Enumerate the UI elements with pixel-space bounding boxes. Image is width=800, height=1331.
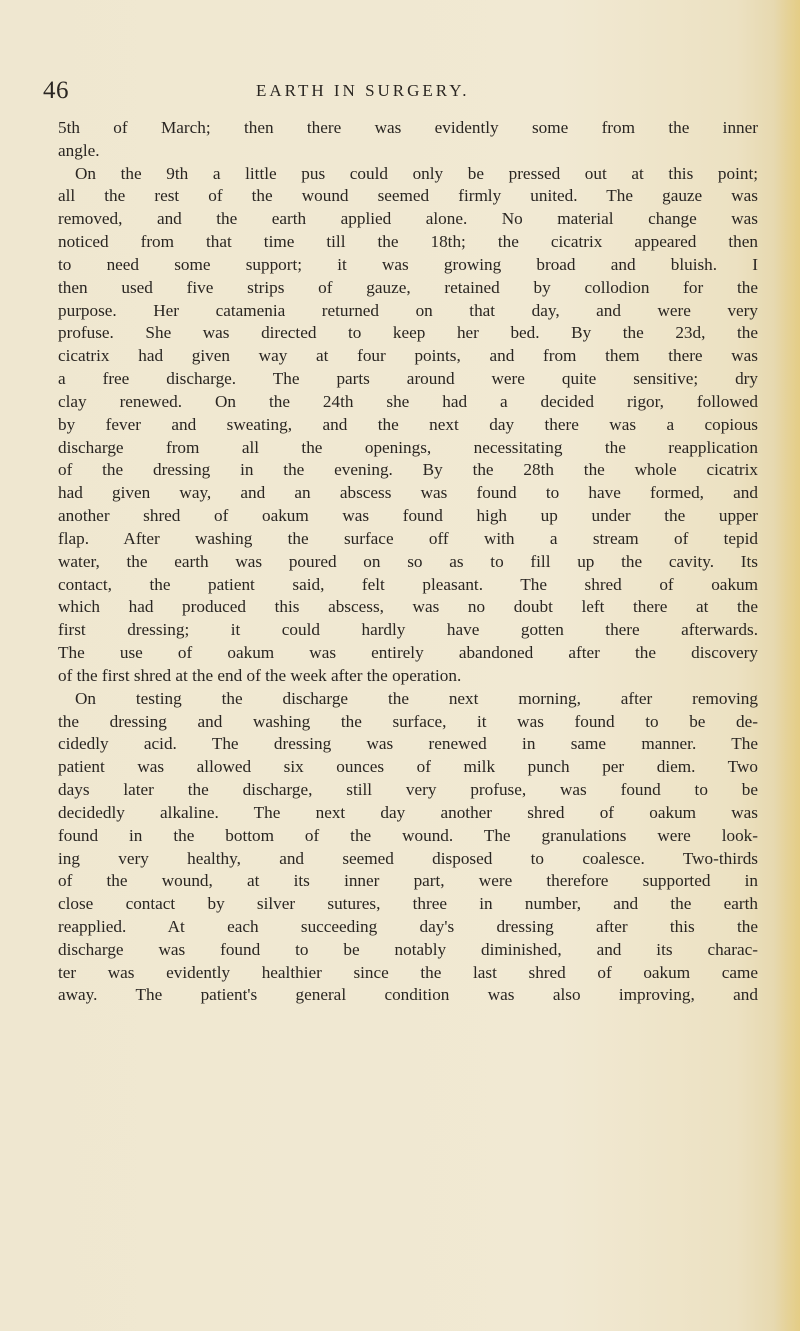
text-line: clay renewed. On the 24th she had a decided rigor, followed: [58, 391, 758, 411]
text-line: of the first shred at the end of the week after the operation.: [58, 665, 462, 685]
text-line: On testing the discharge the next morning, after removing: [75, 688, 758, 708]
running-head: EARTH IN SURGERY.: [256, 81, 470, 100]
text-line: ing very healthy, and seemed disposed to coalesce. Two-thirds: [58, 848, 758, 868]
text-line: contact, the patient said, felt pleasant. The shred of oakum: [58, 574, 758, 594]
text-line: reapplied. At each succeeding day's dressing after this the: [58, 916, 758, 936]
body-text: [58, 117, 758, 1007]
text-line: profuse. She was directed to keep her bed. By the 23d, the: [58, 323, 758, 343]
text-line: had given way, and an abscess was found to have formed, and: [58, 483, 758, 503]
text-line: discharge from all the openings, necessitating the reapplication: [58, 437, 758, 457]
text-line: discharge was found to be notably diminished, and its charac-: [58, 939, 758, 959]
text-line: 5th of March; then there was evidently some from the inner: [58, 118, 758, 137]
page-number: 46: [43, 77, 69, 104]
text-line: cicatrix had given way at four points, and from them there was: [58, 346, 758, 366]
text-line: cidedly acid. The dressing was renewed in same manner. The: [58, 734, 758, 754]
text-line: of the wound, at its inner part, were therefore supported in: [58, 871, 758, 891]
text-line: which had produced this abscess, was no doubt left there at the: [58, 597, 758, 617]
text-line: the dressing and washing the surface, it was found to be de-: [58, 711, 758, 731]
text-line: first dressing; it could hardly have gotten there afterwards.: [58, 620, 758, 640]
text-line: The use of oakum was entirely abandoned after the discovery: [58, 643, 758, 663]
text-line: On the 9th a little pus could only be pressed out at this point;: [75, 163, 758, 183]
text-line: removed, and the earth applied alone. No material change was: [58, 209, 758, 229]
page-edge-tint: [774, 0, 800, 1331]
text-line: angle.: [58, 140, 100, 160]
text-line: patient was allowed six ounces of milk punch per diem. Two: [58, 757, 758, 777]
text-line: close contact by silver sutures, three in number, and the earth: [58, 894, 758, 914]
text-line: water, the earth was poured on so as to fill up the cavity. Its: [58, 551, 758, 571]
text-line: flap. After washing the surface off with a stream of tepid: [58, 528, 758, 548]
text-line: of the dressing in the evening. By the 28th the whole cicatrix: [58, 460, 758, 480]
text-line: decidedly alkaline. The next day another shred of oakum was: [58, 802, 758, 822]
text-line: all the rest of the wound seemed firmly united. The gauze was: [58, 186, 758, 206]
page-header: [43, 76, 763, 106]
text-line: days later the discharge, still very profuse, was found to be: [58, 780, 758, 800]
text-line: to need some support; it was growing broad and bluish. I: [58, 254, 758, 274]
text-line: away. The patient's general condition was also improving, and: [58, 985, 758, 1005]
text-line: ter was evidently healthier since the last shred of oakum came: [58, 962, 758, 982]
text-line: noticed from that time till the 18th; the cicatrix appeared then: [58, 232, 758, 252]
text-line: found in the bottom of the wound. The granulations were look-: [58, 825, 758, 845]
text-line: another shred of oakum was found high up under the upper: [58, 506, 758, 526]
text-line: by fever and sweating, and the next day there was a copious: [58, 414, 758, 434]
text-line: a free discharge. The parts around were quite sensitive; dry: [58, 369, 758, 389]
text-line: then used five strips of gauze, retained by collodion for the: [58, 277, 758, 297]
text-line: purpose. Her catamenia returned on that day, and were very: [58, 300, 758, 320]
